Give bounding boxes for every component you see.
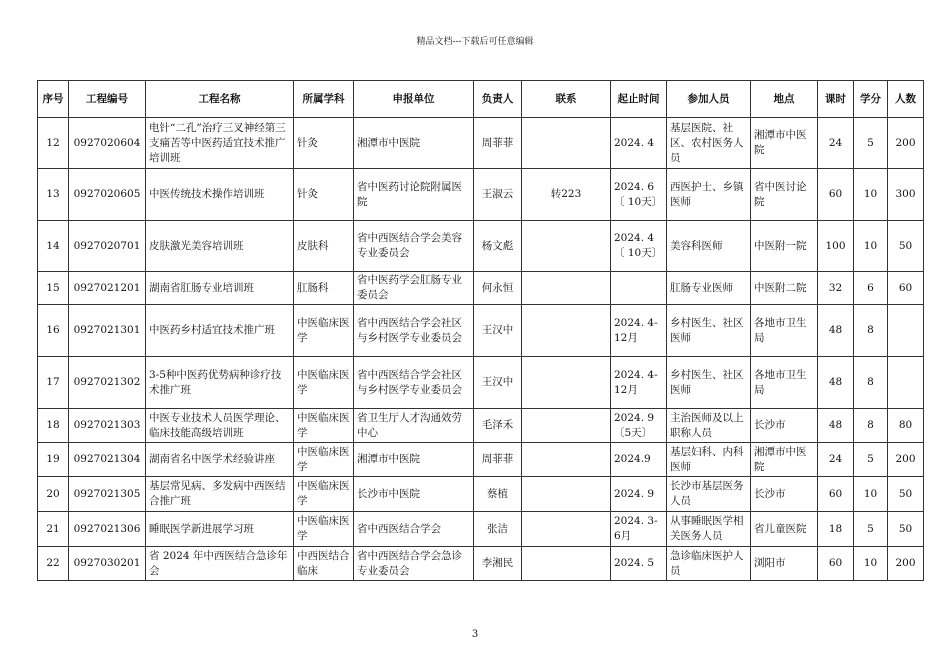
cell-project-name: 基层常见病、多发病中西医结合推广班	[146, 477, 294, 512]
cell-seq: 18	[38, 409, 69, 443]
cell-leader: 王淑云	[474, 169, 522, 221]
cell-hours: 32	[818, 272, 854, 305]
cell-leader: 王汉中	[474, 305, 522, 357]
cell-period: 2024.9	[611, 443, 667, 477]
cell-hours: 48	[818, 409, 854, 443]
cell-contact: 转223	[522, 169, 611, 221]
cell-project-code: 0927021302	[69, 357, 146, 409]
col-header-seq: 序号	[38, 81, 69, 118]
cell-participants: 乡村医生、社区医师	[667, 305, 751, 357]
cell-project-name: 3-5种中医药优势病种诊疗技术推广班	[146, 357, 294, 409]
cell-applicant: 省中西医结合学会急诊专业委员会	[354, 547, 474, 581]
cell-leader: 李湘民	[474, 547, 522, 581]
cell-participants: 主治医师及以上职称人员	[667, 409, 751, 443]
col-header-credits: 学分	[854, 81, 888, 118]
cell-contact	[522, 409, 611, 443]
cell-period: 2024. 5	[611, 547, 667, 581]
cell-project-code: 0927020701	[69, 221, 146, 272]
col-header-count: 人数	[888, 81, 924, 118]
cell-location: 长沙市	[751, 409, 818, 443]
table-row	[38, 272, 924, 305]
cell-applicant: 省中西医结合学会社区与乡村医学专业委员会	[354, 305, 474, 357]
cell-leader: 周菲菲	[474, 118, 522, 169]
page-number: 3	[471, 629, 479, 640]
cell-applicant: 湘潭市中医院	[354, 118, 474, 169]
cell-count	[888, 357, 924, 409]
cell-project-name: 湖南省名中医学术经验讲座	[146, 443, 294, 477]
cell-count	[888, 305, 924, 357]
cell-project-name: 中医药乡村适宜技术推广班	[146, 305, 294, 357]
cell-location: 省儿童医院	[751, 512, 818, 547]
table-row	[38, 118, 924, 169]
table-row	[38, 169, 924, 221]
cell-credits: 10	[854, 169, 888, 221]
cell-participants: 基层妇科、内科医师	[667, 443, 751, 477]
col-header-participants: 参加人员	[667, 81, 751, 118]
cell-period: 2024. 4	[611, 118, 667, 169]
cell-applicant: 长沙市中医院	[354, 477, 474, 512]
cell-location: 中医附一院	[751, 221, 818, 272]
cell-contact	[522, 547, 611, 581]
cell-leader: 王汉中	[474, 357, 522, 409]
cell-location: 湘潭市中医院	[751, 443, 818, 477]
cell-seq: 16	[38, 305, 69, 357]
cell-credits: 10	[854, 221, 888, 272]
cell-project-code: 0927021303	[69, 409, 146, 443]
cell-location: 省中医讨论院	[751, 169, 818, 221]
table-row	[38, 409, 924, 443]
cell-credits: 5	[854, 118, 888, 169]
cell-applicant: 省中西医结合学会美容专业委员会	[354, 221, 474, 272]
cell-hours: 100	[818, 221, 854, 272]
cell-leader: 何永恒	[474, 272, 522, 305]
table-row	[38, 305, 924, 357]
cell-seq: 17	[38, 357, 69, 409]
cell-period: 2024. 4〔 10天〕	[611, 221, 667, 272]
table-row	[38, 443, 924, 477]
cell-project-code: 0927021201	[69, 272, 146, 305]
cell-applicant: 省中西医结合学会社区与乡村医学专业委员会	[354, 357, 474, 409]
cell-credits: 8	[854, 409, 888, 443]
cell-discipline: 皮肤科	[294, 221, 354, 272]
cell-participants: 美容科医师	[667, 221, 751, 272]
cell-applicant: 省中医药讨论院附属医院	[354, 169, 474, 221]
cell-count: 50	[888, 512, 924, 547]
cell-leader: 蔡植	[474, 477, 522, 512]
cell-discipline: 中医临床医学	[294, 357, 354, 409]
cell-project-code: 0927030201	[69, 547, 146, 581]
cell-seq: 19	[38, 443, 69, 477]
cell-credits: 10	[854, 547, 888, 581]
cell-discipline: 中医临床医学	[294, 409, 354, 443]
cell-project-name: 中医传统技术操作培训班	[146, 169, 294, 221]
cell-project-code: 0927021301	[69, 305, 146, 357]
table-row	[38, 477, 924, 512]
cell-seq: 12	[38, 118, 69, 169]
cell-seq: 15	[38, 272, 69, 305]
cell-count: 200	[888, 547, 924, 581]
cell-leader: 毛泽禾	[474, 409, 522, 443]
cell-count: 300	[888, 169, 924, 221]
cell-hours: 18	[818, 512, 854, 547]
cell-participants: 肛肠专业医师	[667, 272, 751, 305]
cell-period: 2024. 4-12月	[611, 305, 667, 357]
cell-count: 80	[888, 409, 924, 443]
cell-discipline: 中医临床医学	[294, 477, 354, 512]
table-row	[38, 512, 924, 547]
cell-period: 2024. 6〔 10天〕	[611, 169, 667, 221]
cell-applicant: 省卫生厅人才沟通效劳中心	[354, 409, 474, 443]
cell-hours: 24	[818, 443, 854, 477]
col-header-period: 起止时间	[611, 81, 667, 118]
cell-project-name: 睡眠医学新进展学习班	[146, 512, 294, 547]
cell-project-name: 省 2024 年中西医结合急诊年会	[146, 547, 294, 581]
col-header-leader: 负责人	[474, 81, 522, 118]
cell-location: 中医附二院	[751, 272, 818, 305]
cell-project-name: 电针“二孔”治疗三叉神经第三支痛苦等中医药适宜技术推广培训班	[146, 118, 294, 169]
table-row	[38, 357, 924, 409]
cell-contact	[522, 512, 611, 547]
cell-leader: 周菲菲	[474, 443, 522, 477]
cell-project-name: 中医专业技术人员医学理论、临床技能高级培训班	[146, 409, 294, 443]
cell-period: 2024. 9〔5天〕	[611, 409, 667, 443]
cell-hours: 48	[818, 357, 854, 409]
cell-project-name: 湖南省肛肠专业培训班	[146, 272, 294, 305]
cell-hours: 48	[818, 305, 854, 357]
cell-project-code: 0927021305	[69, 477, 146, 512]
cell-credits: 10	[854, 477, 888, 512]
cell-participants: 西医护士、乡镇医师	[667, 169, 751, 221]
col-header-project-code: 工程编号	[69, 81, 146, 118]
cell-credits: 8	[854, 305, 888, 357]
cell-seq: 13	[38, 169, 69, 221]
col-header-applicant: 申报单位	[354, 81, 474, 118]
cell-applicant: 省中西医结合学会	[354, 512, 474, 547]
col-header-hours: 课时	[818, 81, 854, 118]
cell-seq: 21	[38, 512, 69, 547]
cell-discipline: 中医临床医学	[294, 512, 354, 547]
cell-location: 湘潭市中医院	[751, 118, 818, 169]
col-header-location: 地点	[751, 81, 818, 118]
cell-applicant: 省中医药学会肛肠专业委员会	[354, 272, 474, 305]
cell-project-name: 皮肤激光美容培训班	[146, 221, 294, 272]
cell-project-code: 0927021304	[69, 443, 146, 477]
cell-hours: 24	[818, 118, 854, 169]
table-row	[38, 221, 924, 272]
header-note: 精品文档---下载后可任意编辑	[416, 37, 534, 47]
cell-location: 各地市卫生局	[751, 357, 818, 409]
cell-count: 200	[888, 118, 924, 169]
cell-applicant: 湘潭市中医院	[354, 443, 474, 477]
cell-period: 2024. 4-12月	[611, 357, 667, 409]
cell-participants: 从事睡眠医学相关医务人员	[667, 512, 751, 547]
cell-hours: 60	[818, 169, 854, 221]
cell-discipline: 中医临床医学	[294, 305, 354, 357]
cell-count: 200	[888, 443, 924, 477]
cell-project-code: 0927020605	[69, 169, 146, 221]
cell-count: 60	[888, 272, 924, 305]
cell-period: 2024. 9	[611, 477, 667, 512]
cell-hours: 60	[818, 477, 854, 512]
table-row	[38, 547, 924, 581]
cell-participants: 长沙市基层医务人员	[667, 477, 751, 512]
project-table	[37, 80, 924, 581]
cell-location: 浏阳市	[751, 547, 818, 581]
cell-location: 长沙市	[751, 477, 818, 512]
col-header-contact: 联系	[522, 81, 611, 118]
cell-discipline: 肛肠科	[294, 272, 354, 305]
cell-contact	[522, 305, 611, 357]
cell-discipline: 针灸	[294, 118, 354, 169]
cell-seq: 14	[38, 221, 69, 272]
cell-contact	[522, 477, 611, 512]
cell-discipline: 针灸	[294, 169, 354, 221]
cell-participants: 急诊临床医护人员	[667, 547, 751, 581]
cell-contact	[522, 118, 611, 169]
cell-leader: 杨文彪	[474, 221, 522, 272]
cell-location: 各地市卫生局	[751, 305, 818, 357]
col-header-discipline: 所属学科	[294, 81, 354, 118]
cell-discipline: 中医临床医学	[294, 443, 354, 477]
cell-credits: 5	[854, 512, 888, 547]
table-header-row	[38, 81, 924, 118]
cell-discipline: 中西医结合临床	[294, 547, 354, 581]
cell-contact	[522, 443, 611, 477]
cell-period	[611, 272, 667, 305]
cell-project-code: 0927020604	[69, 118, 146, 169]
cell-contact	[522, 272, 611, 305]
cell-count: 50	[888, 221, 924, 272]
cell-contact	[522, 357, 611, 409]
col-header-project-name: 工程名称	[146, 81, 294, 118]
cell-credits: 5	[854, 443, 888, 477]
cell-hours: 60	[818, 547, 854, 581]
cell-contact	[522, 221, 611, 272]
cell-credits: 8	[854, 357, 888, 409]
cell-period: 2024. 3-6月	[611, 512, 667, 547]
cell-credits: 6	[854, 272, 888, 305]
cell-seq: 20	[38, 477, 69, 512]
cell-count: 50	[888, 477, 924, 512]
cell-seq: 22	[38, 547, 69, 581]
cell-project-code: 0927021306	[69, 512, 146, 547]
cell-leader: 张洁	[474, 512, 522, 547]
cell-participants: 基层医院、社区、农村医务人员	[667, 118, 751, 169]
cell-participants: 乡村医生、社区医师	[667, 357, 751, 409]
